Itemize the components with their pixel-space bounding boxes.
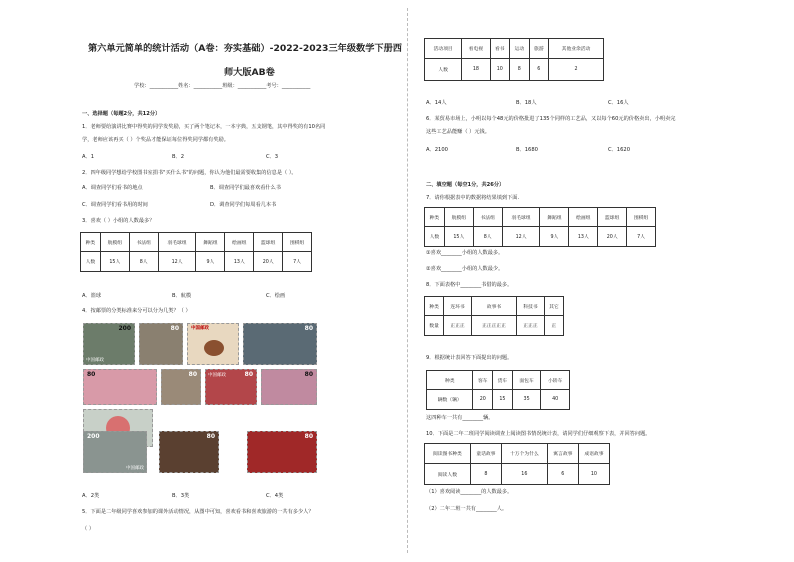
table-cell: 13人 xyxy=(225,252,254,272)
table-cell: 人数 xyxy=(425,227,445,247)
q2-option-d: D．调查同学们每周看几本书 xyxy=(210,202,277,208)
q3-option-a: A．篮球 xyxy=(82,293,102,299)
q10-line2: （2）二年二班一共有________人。 xyxy=(426,506,508,512)
q8-text: 8．下面表格中________书借的最多。 xyxy=(426,282,513,288)
stamp-value: 80 xyxy=(188,371,197,378)
q1-line1: 1．老师要给演讲比赛中得奖的同学发奖励，买了两个笔记本，一本字典，五支钢笔，其中得奖的有10名同 xyxy=(82,124,326,130)
q7-table xyxy=(424,207,656,247)
q9-table-data-row xyxy=(427,390,570,410)
stamp-value: 80 xyxy=(304,325,313,332)
table-cell: 18 xyxy=(462,59,490,81)
stamp-value: 80 xyxy=(304,371,313,378)
table-cell: 面包车 xyxy=(512,371,541,390)
q9-line: 这四种车一共有________辆。 xyxy=(426,415,494,421)
table-cell: 6 xyxy=(529,59,549,81)
paper-title-line1: 第六单元简单的统计活动（A卷：夯实基础）-2022-2023三年级数学下册西 xyxy=(88,43,402,54)
table-cell: 小轿车 xyxy=(541,371,570,390)
q4-text: 4．按邮票的分类标准来分可以分为几类？（ ） xyxy=(82,308,191,314)
q6-option-c: C．1620 xyxy=(608,147,631,153)
table-cell: 正正正 xyxy=(444,316,472,336)
q2-option-b: B．调查同学们最喜欢看什么书 xyxy=(210,185,281,191)
table-cell: 13人 xyxy=(569,227,598,247)
table-cell: 篮球组 xyxy=(254,233,283,252)
q10-table-data-row xyxy=(425,464,610,485)
table-cell: 运动 xyxy=(510,39,530,59)
table-cell: 活动项目 xyxy=(425,39,462,59)
table-cell: 绘画组 xyxy=(225,233,254,252)
q3-option-b: B．航模 xyxy=(172,293,192,299)
stamp-teapot xyxy=(187,323,239,365)
stamp-tiananmen xyxy=(205,369,257,405)
q10-line1: （1）喜欢阅读________的人数最多。 xyxy=(426,489,513,495)
stamp-palace xyxy=(247,431,317,473)
table-cell: 20人 xyxy=(254,252,283,272)
activity-table-header-row xyxy=(425,39,604,59)
table-cell: 看电视 xyxy=(462,39,490,59)
q2-text: 2．四年级同学想给学校图书室捐书"买什么书"的问题，你认为他们最需要收集的信息是（ ）。 xyxy=(82,170,297,176)
stamp-value: 80 xyxy=(170,325,179,332)
stamp-blossoms xyxy=(261,369,317,405)
stamp-value: 80 xyxy=(206,433,215,440)
table-cell: 寓言故事 xyxy=(547,444,578,464)
stamp-hall xyxy=(83,431,147,473)
table-cell: 连环书 xyxy=(444,297,472,316)
section2-title: 二、填空题（每空1分，共26分） xyxy=(426,182,505,188)
q10-table xyxy=(424,443,610,485)
table-cell: 9人 xyxy=(196,252,225,272)
stamp-value: 200 xyxy=(87,433,100,440)
q2-option-a: A．调查同学们看书的地点 xyxy=(82,185,143,191)
q6-option-b: B．1680 xyxy=(516,147,538,153)
paper-title-line2: 师大版AB卷 xyxy=(224,67,275,78)
q1-option-b: B．2 xyxy=(172,154,185,160)
table-cell: 12人 xyxy=(502,227,540,247)
stamp-value: 80 xyxy=(244,371,253,378)
table-cell: 正正正正正 xyxy=(471,316,516,336)
stamp-value: 80 xyxy=(304,433,313,440)
activity-table xyxy=(424,38,604,81)
teapot-icon xyxy=(204,340,224,356)
q6-line2: 这些工艺品能赚（ ）元钱。 xyxy=(426,129,490,135)
q3-table-header-row xyxy=(81,233,312,252)
table-cell: 羽毛球组 xyxy=(158,233,196,252)
q1-line2: 学，老师应该再买（ ）个奖品才能保证每位得奖同学都有奖励。 xyxy=(82,137,229,143)
table-cell: 书法组 xyxy=(129,233,158,252)
q3-text: 3．喜欢（ ）小组的人数最多？ xyxy=(82,218,155,224)
q10-text: 10．下面是二年二班同学阅读调查上阅读图书情况统计表，请同学们仔细观察下表，并回答问题。 xyxy=(426,431,651,437)
q4-option-a: A．2类 xyxy=(82,493,100,499)
table-cell: 科技书 xyxy=(517,297,545,316)
q9-table xyxy=(426,370,570,410)
stamp-pot xyxy=(159,431,219,473)
table-cell: 15 xyxy=(493,390,513,410)
q4-option-c: C．4类 xyxy=(266,493,284,499)
table-cell: 15人 xyxy=(100,252,129,272)
stamp-soldier-portrait xyxy=(139,323,183,365)
table-cell: 舞蹈组 xyxy=(196,233,225,252)
stamp-figure xyxy=(161,369,201,405)
q8-table xyxy=(424,296,564,336)
q3-table-data-row xyxy=(81,252,312,272)
stamp-label: 中国邮政 xyxy=(126,466,144,471)
table-cell: 8 xyxy=(470,464,501,485)
table-cell: 旅游 xyxy=(529,39,549,59)
table-cell: 客车 xyxy=(473,371,493,390)
q7-line2: ②喜欢________小组的人数最少。 xyxy=(426,266,504,272)
table-cell: 8人 xyxy=(129,252,158,272)
table-cell: 9人 xyxy=(540,227,569,247)
table-cell: 7人 xyxy=(283,252,312,272)
table-cell: 围棋组 xyxy=(627,208,656,227)
table-cell: 阅读图书种类 xyxy=(425,444,471,464)
table-cell: 6 xyxy=(547,464,578,485)
q10-table-header-row xyxy=(425,444,610,464)
table-cell: 7人 xyxy=(627,227,656,247)
section1-title: 一、选择题（每题2分，共12分） xyxy=(82,111,161,117)
q8-table-header-row xyxy=(425,297,564,316)
table-cell: 正 xyxy=(544,316,563,336)
table-cell: 正正正 xyxy=(517,316,545,336)
table-cell: 舞蹈组 xyxy=(540,208,569,227)
table-cell: 8人 xyxy=(473,227,502,247)
table-cell: 15人 xyxy=(444,227,473,247)
q8-table-data-row xyxy=(425,316,564,336)
stamp-troops xyxy=(243,323,317,365)
q2-option-c: C．调查同学们看书用的时间 xyxy=(82,202,148,208)
q9-text: 9．根据统计表回答下面提出的问题。 xyxy=(426,355,513,361)
q7-table-header-row xyxy=(425,208,656,227)
table-cell: 35 xyxy=(512,390,541,410)
q5-option-a: A．14人 xyxy=(426,100,447,106)
table-cell: 十万个为什么 xyxy=(501,444,547,464)
q5-option-b: B．18人 xyxy=(516,100,537,106)
stamp-label: 中国邮政 xyxy=(208,373,226,378)
table-cell: 篮球组 xyxy=(598,208,627,227)
stamp-value: 200 xyxy=(118,325,131,332)
q7-table-data-row xyxy=(425,227,656,247)
q4-option-b: B．3类 xyxy=(172,493,190,499)
table-cell: 看书 xyxy=(490,39,510,59)
q9-table-header-row xyxy=(427,371,570,390)
q5-option-c: C．16人 xyxy=(608,100,629,106)
table-cell: 人数 xyxy=(425,59,462,81)
q1-option-c: C．3 xyxy=(266,154,279,160)
q3-option-c: C．绘画 xyxy=(266,293,286,299)
table-cell: 其他业余活动 xyxy=(549,39,604,59)
table-cell: 数量 xyxy=(425,316,444,336)
q3-table xyxy=(80,232,312,272)
table-cell: 故事书 xyxy=(471,297,516,316)
table-cell: 航模组 xyxy=(444,208,473,227)
table-cell: 人数 xyxy=(81,252,101,272)
page-divider xyxy=(407,8,409,553)
table-cell: 种类 xyxy=(427,371,473,390)
table-cell: 16 xyxy=(501,464,547,485)
table-cell: 40 xyxy=(541,390,570,410)
q6-line1: 6．某贸易市场上，小明以每个48元的价格批进了135个同样的工艺品，又以每个60元的价格卖出，小明卖完 xyxy=(426,116,676,122)
table-cell: 种类 xyxy=(425,297,444,316)
table-cell: 10 xyxy=(578,464,609,485)
table-cell: 种类 xyxy=(425,208,445,227)
table-cell: 辆数（辆） xyxy=(427,390,473,410)
table-cell: 围棋组 xyxy=(283,233,312,252)
q7-text: 7．请你根据表中的数据将结果填到下面. xyxy=(426,195,520,201)
table-cell: 8 xyxy=(510,59,530,81)
table-cell: 货车 xyxy=(493,371,513,390)
q5-text: 5．下面是二年级同学喜欢参加的课外活动情况，从图中可知，喜欢看书和喜欢旅游的一共有多少人？ xyxy=(82,509,314,515)
table-cell: 20 xyxy=(473,390,493,410)
stamp-label: 中国邮政 xyxy=(86,358,104,363)
q5-paren: （ ） xyxy=(82,526,95,532)
table-cell: 2 xyxy=(549,59,604,81)
table-cell: 12人 xyxy=(158,252,196,272)
table-cell: 书法组 xyxy=(473,208,502,227)
q6-option-a: A．2100 xyxy=(426,147,448,153)
table-cell: 童话故事 xyxy=(470,444,501,464)
stamp-collection xyxy=(83,323,318,487)
table-cell: 20人 xyxy=(598,227,627,247)
stamp-flowers xyxy=(83,369,157,405)
stamp-soldiers xyxy=(83,323,135,365)
table-cell: 种类 xyxy=(81,233,101,252)
table-cell: 10 xyxy=(490,59,510,81)
q7-line1: ①喜欢________小组的人数最多。 xyxy=(426,250,504,256)
table-cell: 航模组 xyxy=(100,233,129,252)
table-cell: 绘画组 xyxy=(569,208,598,227)
stamp-value: 中国邮政 xyxy=(191,326,209,331)
table-cell: 阅读人数 xyxy=(425,464,471,485)
table-cell: 成语故事 xyxy=(578,444,609,464)
q1-option-a: A．1 xyxy=(82,154,95,160)
table-cell: 羽毛球组 xyxy=(502,208,540,227)
table-cell: 其它 xyxy=(544,297,563,316)
student-info-line: 学校：___________姓名：___________班级：___________考号：___________ xyxy=(134,83,311,89)
activity-table-data-row xyxy=(425,59,604,81)
stamp-value: 80 xyxy=(87,371,96,378)
